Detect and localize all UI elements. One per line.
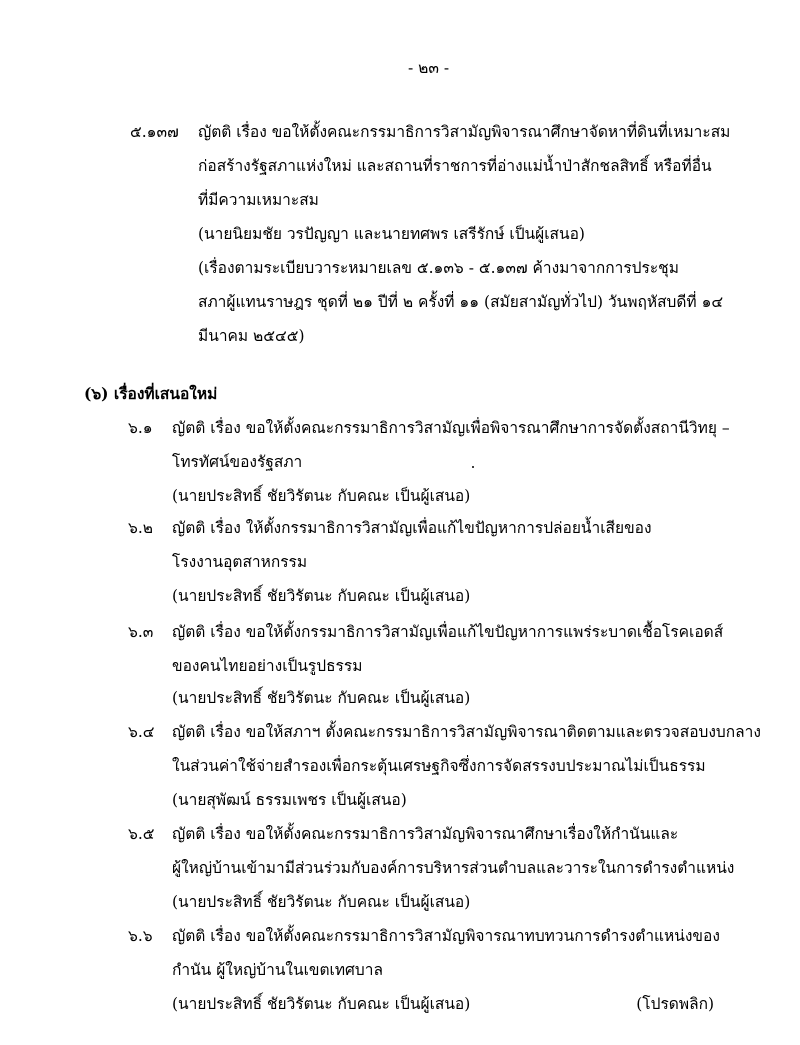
proposer-line: (นายประสิทธิ์ ชัยวิรัตนะ กับคณะ เป็นผู้เสนอ) [172,487,471,505]
item-note-line: มีนาคม ๒๕๔๕) [198,327,305,345]
item-text-line: โทรทัศน์ของรัฐสภา [172,453,303,471]
item-text-line: ที่มีความเหมาะสม [198,191,319,209]
item-note-line: สภาผู้แทนราษฎร ชุดที่ ๒๑ ปีที่ ๒ ครั้งที่ ๑๑ (สมัยสามัญทั่วไป) วันพฤหัสบดีที่ ๑๔ [198,293,724,311]
item-number: ๖.๕ [128,825,155,843]
item-text-line: ญัตติ เรื่อง ขอให้ตั้งคณะกรรมาธิการวิสามัญเพื่อพิจารณาศึกษาการจัดตั้งสถานีวิทยุ – [172,419,730,437]
item-text-line: ญัตติ เรื่อง ให้ตั้งกรรมาธิการวิสามัญเพื่อแก้ไขปัญหาการปล่อยน้ำเสียของ [172,519,652,537]
item-number: ๖.๑ [128,419,153,437]
item-text-line: ผู้ใหญ่บ้านเข้ามามีส่วนร่วมกับองค์การบริหารส่วนตำบลและวาระในการดำรงตำแหน่ง [172,859,735,877]
item-number: ๖.๒ [128,519,153,537]
section-heading: (๖) เรื่องที่เสนอใหม่ [84,384,218,403]
item-text-line: กำนัน ผู้ใหญ่บ้านในเขตเทศบาล [172,961,383,979]
scan-speck [472,466,474,468]
item-number: ๖.๔ [128,723,155,741]
item-note-line: (เรื่องตามระเบียบวาระหมายเลข ๕.๑๓๖ - ๕.๑๓๗ ค้างมาจากการประชุม [198,259,679,277]
proposer-line: (นายประสิทธิ์ ชัยวิรัตนะ กับคณะ เป็นผู้เสนอ) [172,893,471,911]
proposer-line: (นายสุพัฒน์ ธรรมเพชร เป็นผู้เสนอ) [172,791,407,809]
proposer-line: (นายประสิทธิ์ ชัยวิรัตนะ กับคณะ เป็นผู้เสนอ) [172,587,471,605]
item-text-line: ของคนไทยอย่างเป็นรูปธรรม [172,657,363,675]
item-text-line: ญัตติ เรื่อง ขอให้สภาฯ ตั้งคณะกรรมาธิการวิสามัญพิจารณาติดตามและตรวจสอบงบกลาง [172,723,761,741]
item-text-line: ญัตติ เรื่อง ขอให้ตั้งคณะกรรมาธิการวิสามัญพิจารณาทบทวนการดำรงตำแหน่งของ [172,927,720,945]
proposer-line: (นายประสิทธิ์ ชัยวิรัตนะ กับคณะ เป็นผู้เสนอ) [172,689,471,707]
item-number: ๖.๓ [128,623,154,641]
please-turn-over-note: (โปรดพลิก) [636,995,714,1013]
item-text-line: ญัตติ เรื่อง ขอให้ตั้งคณะกรรมาธิการวิสามัญพิจารณาศึกษาจัดหาที่ดินที่เหมาะสม [198,123,731,141]
item-text-line: ญัตติ เรื่อง ขอให้ตั้งกรรมาธิการวิสามัญเพื่อแก้ไขปัญหาการแพร่ระบาดเชื้อโรคเอดส์ [172,623,724,641]
item-text-line: ญัตติ เรื่อง ขอให้ตั้งคณะกรรมาธิการวิสามัญพิจารณาศึกษาเรื่องให้กำนันและ [172,825,679,843]
item-number: ๖.๖ [128,927,153,945]
item-text-line: ในส่วนค่าใช้จ่ายสำรองเพื่อกระตุ้นเศรษฐกิจซึ่งการจัดสรรงบประมาณไม่เป็นธรรม [172,757,706,775]
item-number: ๕.๑๓๗ [130,123,179,141]
item-text-line: โรงงานอุตสาหกรรม [172,553,308,571]
item-text-line: ก่อสร้างรัฐสภาแห่งใหม่ และสถานที่ราชการที่อ่างแม่น้ำป่าสักชลสิทธิ์ หรือที่อื่น [198,157,712,175]
proposer-line: (นายประสิทธิ์ ชัยวิรัตนะ กับคณะ เป็นผู้เสนอ) [172,995,471,1013]
page-number: - ๒๓ - [408,59,450,77]
proposer-line: (นายนิยมชัย วรปัญญา และนายทศพร เสรีรักษ์ เป็นผู้เสนอ) [198,225,585,243]
